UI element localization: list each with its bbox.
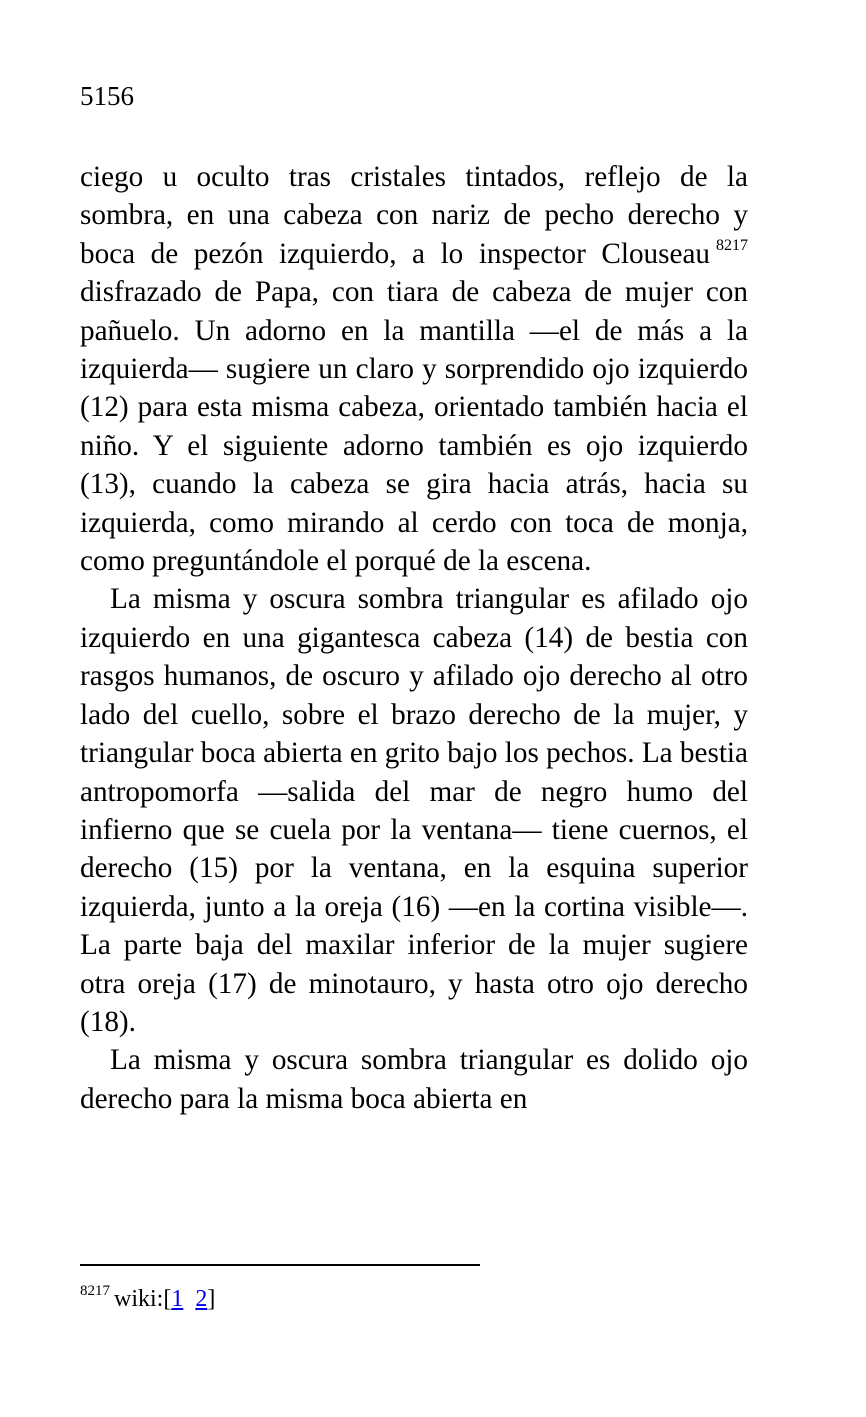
footnote-separator [80, 1264, 480, 1266]
paragraph-2: La misma y oscura sombra triangular es afilado ojo izquierdo en una gigantesca cabeza (14) de bestia con rasgos humanos, de oscuro y afilado ojo derecho al otro lado del cuello, sobre el brazo derecho de la mujer, y triangular boca abierta en grito bajo los pechos. La bestia antropomorfa —salida del mar de negro humo del infierno que se cuela por la ventana— tiene cuernos, el derecho (15) por la ventana, en la esquina superior izquierda, junto a la oreja (16) —en la cortina visible—. La parte baja del maxilar inferior de la mujer sugiere otra oreja (17) de minotauro, y hasta otro ojo derecho (18). [80, 583, 748, 1038]
footnote-link-2[interactable]: 2 [195, 1286, 208, 1312]
paragraph-1-text-after-note: disfrazado de Papa, con tiara de cabeza de mujer con pañuelo. Un adorno en la mantilla —el de más a la izquierda— sugiere un claro y sorprendido ojo izquierdo (12) para esta misma cabeza, orientado también hacia el niño. Y el siguiente adorno también es ojo izquierdo (13), cuando la cabeza se gira hacia atrás, hacia su izquierda, como mirando al cerdo con toca de monja, como preguntándole el porqué de la escena. [80, 276, 748, 578]
footnote-suffix: ] [207, 1286, 216, 1312]
body-text [80, 158, 748, 1118]
footnote-number: 8217 [80, 1283, 110, 1299]
footnote [80, 1284, 215, 1314]
footnote-reference[interactable]: 8217 [716, 236, 748, 254]
page-number: 5156 [80, 81, 134, 111]
paragraph-1 [80, 158, 748, 580]
footnote-link-1[interactable]: 1 [171, 1286, 184, 1312]
footnote-prefix: wiki:[ [114, 1286, 172, 1312]
paragraph-3: La misma y oscura sombra triangular es dolido ojo derecho para la misma boca abierta en [80, 1044, 748, 1115]
paragraph-1-text-before-note: ciego u oculto tras cristales tintados, reflejo de la sombra, en una cabeza con nariz de pecho derecho y boca de pezón izquierdo, a lo inspector Clouseau [80, 161, 748, 270]
